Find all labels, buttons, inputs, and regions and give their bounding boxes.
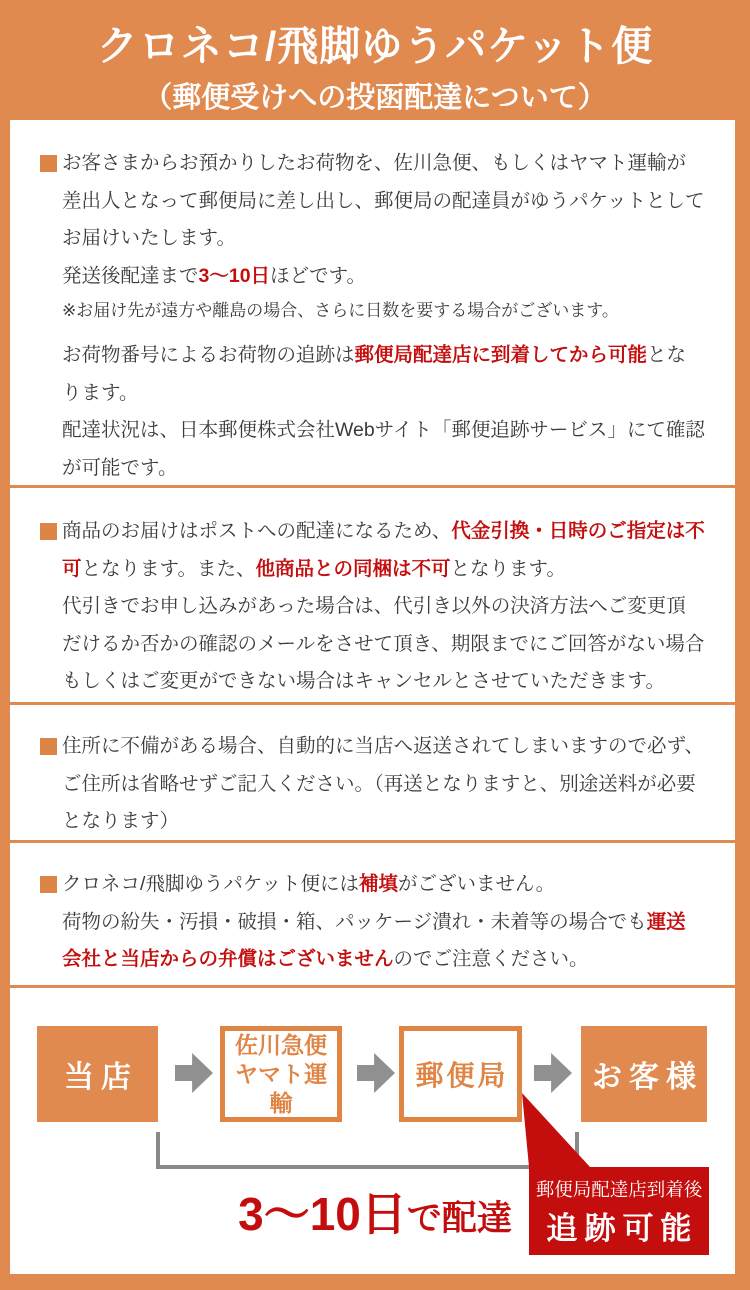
flow-node-post-office xyxy=(399,1026,522,1122)
delivery-days-text xyxy=(175,1178,575,1244)
body-text xyxy=(62,728,705,841)
flow-arrow-icon xyxy=(357,1053,395,1093)
flow-node-shop xyxy=(37,1026,158,1122)
section-text xyxy=(62,728,705,841)
section-post-delivery-restrictions xyxy=(40,513,705,701)
section-address-warning xyxy=(40,728,705,841)
text-run: ほどです。 xyxy=(270,264,367,287)
text-run: 配達状況は、日本郵便株式会社Webサイト「郵便追跡サービス」にて確認が可能です。 xyxy=(62,419,705,479)
flow-node-label: お客様 xyxy=(592,1061,703,1094)
text-run: 代引きでお申し込みがあった場合は、代引き以外の決済方法へご変更頂だけるか否かの確認のメールをさせて頂き、期限までにご回答がない場合もしくはご変更ができない場合はキャンセルとさせていただきます。 xyxy=(62,595,705,692)
flow-node-carriers xyxy=(220,1026,342,1122)
callout-pointer-icon xyxy=(515,1088,615,1167)
flow-node-label: ヤマト運輸 xyxy=(235,1060,327,1116)
highlight-run: 郵便局配達店に到着してから可能 xyxy=(354,344,648,366)
bullet-row xyxy=(40,145,705,487)
body-text xyxy=(62,588,705,701)
bullet-square-icon xyxy=(40,523,57,540)
text-run: となります。また、 xyxy=(81,557,256,580)
highlight-run: 運送会社と当店からの弁償はございません xyxy=(62,910,686,970)
content-sheet xyxy=(10,120,735,1274)
text-run: 発送後配達まで xyxy=(62,264,199,287)
page-subtitle: （郵便受けへの投函配達について） xyxy=(143,82,607,114)
highlight-run: 代金引換・日時のご指定は不可 xyxy=(62,520,705,580)
bullet-square-icon xyxy=(40,738,57,755)
header-banner xyxy=(0,0,750,120)
body-text xyxy=(62,337,705,412)
text-run: クロネコ/飛脚ゆうパケット便には xyxy=(62,873,359,895)
flow-arrow-icon xyxy=(534,1053,572,1093)
highlight-run: 3〜10日 xyxy=(198,264,271,287)
text-run: 荷物の紛失・汚損・破損・箱、パッケージ潰れ・未着等の場合でも xyxy=(62,910,647,933)
bullet-row xyxy=(40,866,705,979)
delivery-days-highlight: 3〜10日 xyxy=(238,1188,407,1240)
body-text xyxy=(62,145,705,258)
text-run: となります。 xyxy=(62,344,687,404)
body-text xyxy=(62,513,705,588)
body-text xyxy=(62,866,705,904)
tracking-callout-line2: 追跡可能 xyxy=(546,1211,699,1246)
section-divider xyxy=(10,702,735,705)
text-run: お客さまからお預かりしたお荷物を、佐川急便、もしくはヤマト運輸が差出人となって郵便局に差し出し、郵便局の配達員がゆうパケットとしてお届けいたします。 xyxy=(62,152,705,249)
page-title: クロネコ/飛脚ゆうパケット便 xyxy=(96,23,654,69)
body-text xyxy=(62,258,705,296)
bullet-square-icon xyxy=(40,876,57,893)
section-text xyxy=(62,866,705,979)
bullet-row xyxy=(40,513,705,701)
bullet-square-icon xyxy=(40,155,57,172)
section-no-compensation xyxy=(40,866,705,979)
flow-node-label: 郵便局 xyxy=(415,1060,509,1091)
text-run: お荷物番号によるお荷物の追跡は xyxy=(62,344,355,366)
flow-node-label: 当店 xyxy=(64,1061,138,1094)
footnote-text: ※お届け先が遠方や離島の場合、さらに日数を要する場合がございます。 xyxy=(62,301,619,320)
highlight-run: 補填 xyxy=(358,873,398,895)
section-text xyxy=(62,513,705,701)
delivery-days-rest: で配達 xyxy=(406,1199,512,1238)
text-run: のでご注意ください。 xyxy=(393,948,589,970)
tracking-callout xyxy=(529,1167,709,1255)
section-divider xyxy=(10,485,735,488)
body-text xyxy=(62,904,705,979)
section-divider xyxy=(10,985,735,988)
body-text xyxy=(62,412,705,487)
text-run: がございません。 xyxy=(397,873,556,895)
highlight-run: 他商品との同梱は不可 xyxy=(255,557,451,580)
tracking-callout-line1: 郵便局配達店到着後 xyxy=(535,1179,703,1200)
section-divider xyxy=(10,840,735,843)
section-text xyxy=(62,145,705,487)
text-run: 住所に不備がある場合、自動的に当店へ返送されてしまいますので必ず、ご住所は省略せずご記入ください。（再送となりますと、別途送料が必要となります） xyxy=(62,735,704,832)
text-run: 商品のお届けはポストへの配達になるため、 xyxy=(62,520,452,542)
text-run: となります。 xyxy=(450,557,566,580)
flow-arrow-icon xyxy=(175,1053,213,1093)
bullet-row xyxy=(40,728,705,841)
flow-node-label: 佐川急便 xyxy=(235,1031,327,1058)
section-delivery-overview xyxy=(40,145,705,487)
